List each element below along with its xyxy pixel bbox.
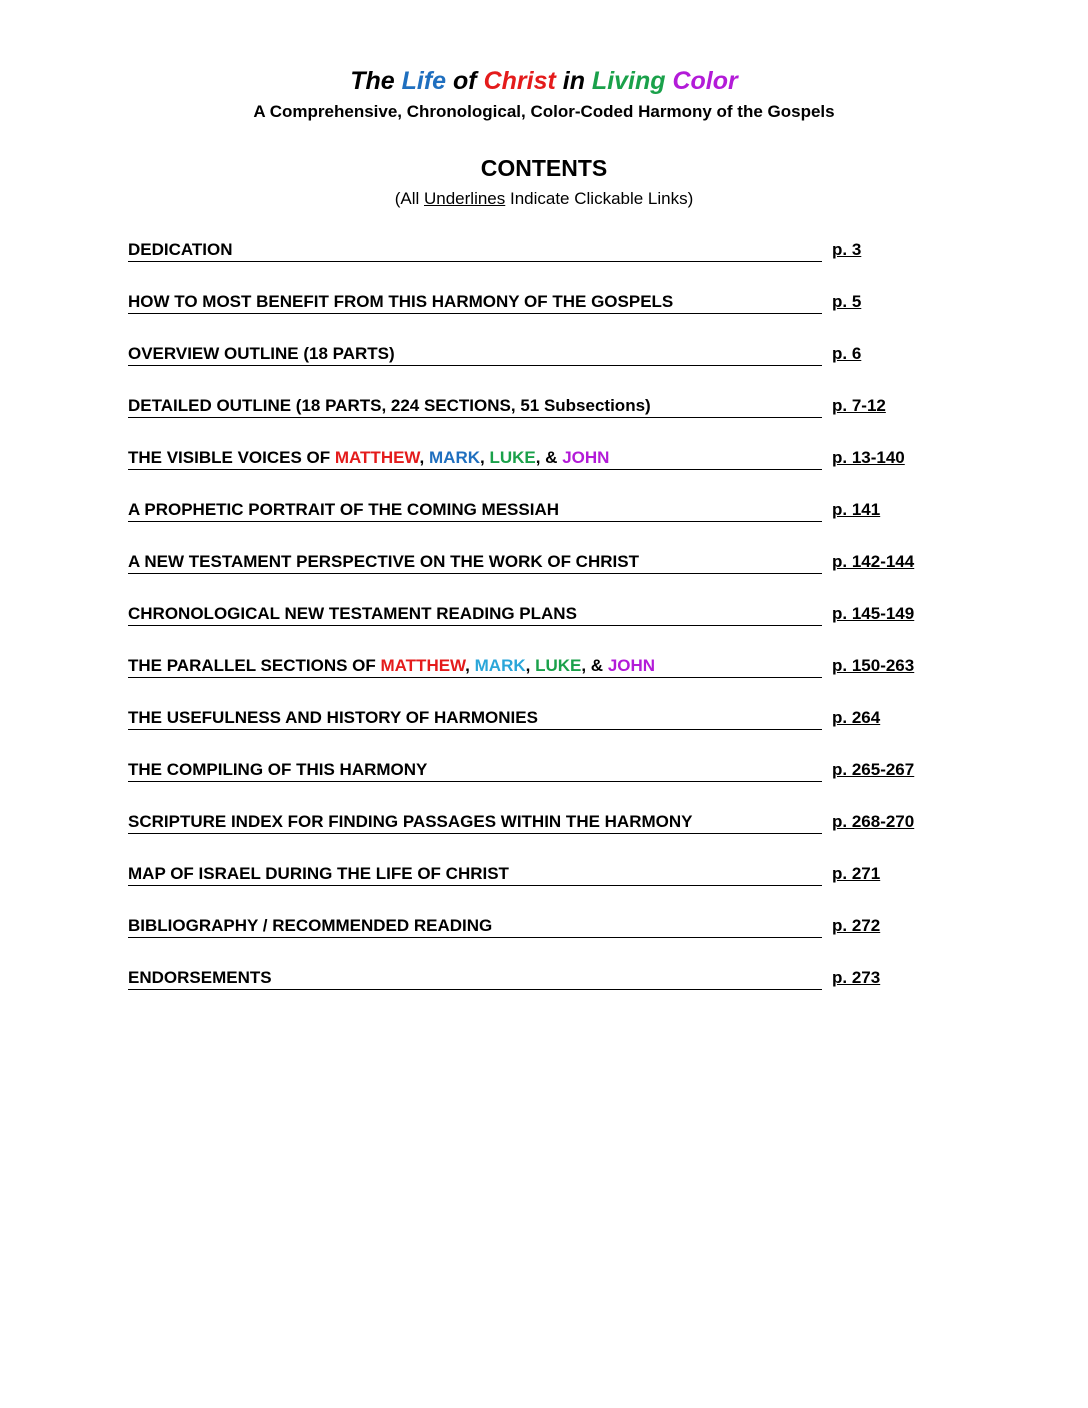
title-of: of [446, 67, 484, 95]
document-subtitle: A Comprehensive, Chronological, Color-Coded Harmony of the Gospels [253, 102, 835, 121]
toc-label: DEDICATION [128, 240, 233, 259]
title-life: Life [401, 67, 447, 95]
toc-underline [128, 469, 822, 470]
title-the: The [350, 67, 402, 95]
toc-row[interactable] [128, 394, 948, 446]
title-color: Color [672, 67, 738, 95]
toc-underline [128, 989, 822, 990]
toc-link[interactable] [128, 498, 559, 522]
toc-page-number[interactable]: p. 13-140 [832, 448, 905, 467]
toc-underline [128, 417, 822, 418]
toc-link[interactable] [128, 238, 233, 262]
toc-row[interactable] [128, 238, 948, 290]
evangelist-separator: , & [581, 656, 608, 675]
toc-link[interactable] [128, 342, 395, 366]
toc-link[interactable] [128, 706, 538, 730]
toc-underline [128, 313, 822, 314]
toc-label: SCRIPTURE INDEX FOR FINDING PASSAGES WITHIN THE HARMONY [128, 812, 693, 831]
toc-label: A NEW TESTAMENT PERSPECTIVE ON THE WORK OF CHRIST [128, 552, 639, 571]
toc-link[interactable] [128, 914, 492, 938]
toc-underline [128, 937, 822, 938]
toc-page-number[interactable]: p. 150-263 [832, 656, 915, 675]
toc-underline [128, 521, 822, 522]
toc-page-number[interactable]: p. 273 [832, 968, 881, 987]
toc-underline [128, 261, 822, 262]
contents-note-suffix: Indicate Clickable Links) [505, 189, 694, 208]
evangelist-separator: , [525, 656, 536, 675]
toc-label: THE USEFULNESS AND HISTORY OF HARMONIES [128, 708, 538, 727]
toc-page-number[interactable]: p. 7-12 [832, 396, 886, 415]
toc-row[interactable] [128, 966, 948, 1018]
toc-underline [128, 365, 822, 366]
evangelist-separator: , [465, 656, 475, 675]
evangelist-luke: LUKE [489, 448, 536, 467]
contents-note [0, 187, 1088, 211]
contents-heading: CONTENTS [480, 155, 608, 181]
document-title [0, 64, 1088, 98]
toc-row[interactable] [128, 862, 948, 914]
toc-underline [128, 781, 822, 782]
toc-link[interactable] [128, 862, 509, 886]
title-living: Living [591, 67, 666, 95]
toc-link[interactable] [128, 810, 693, 834]
toc-underline [128, 573, 822, 574]
toc-page-number[interactable]: p. 271 [832, 864, 881, 883]
evangelist-luke: LUKE [535, 656, 582, 675]
toc-label: A PROPHETIC PORTRAIT OF THE COMING MESSIAH [128, 500, 559, 519]
toc-page-number[interactable]: p. 265-267 [832, 760, 915, 779]
toc-link[interactable] [128, 602, 577, 626]
toc-link[interactable] [128, 290, 673, 314]
toc-label: BIBLIOGRAPHY / RECOMMENDED READING [128, 916, 493, 935]
toc-row[interactable] [128, 290, 948, 342]
toc-row[interactable] [128, 602, 948, 654]
toc-underline [128, 833, 822, 834]
toc-link[interactable] [128, 966, 272, 990]
toc-row[interactable] [128, 810, 948, 862]
toc-page-number[interactable]: p. 264 [832, 708, 881, 727]
evangelist-john: JOHN [562, 448, 610, 467]
evangelist-john: JOHN [607, 656, 656, 675]
toc-label: DETAILED OUTLINE (18 PARTS, 224 SECTIONS, 51 Subsections) [128, 396, 651, 415]
toc-label: MAP OF ISRAEL DURING THE LIFE OF CHRIST [128, 864, 509, 883]
toc-page-number[interactable]: p. 142-144 [832, 552, 915, 571]
toc-label: HOW TO MOST BENEFIT FROM THIS HARMONY OF THE GOSPELS [128, 292, 674, 311]
evangelist-matthew: MATTHEW [334, 448, 420, 467]
toc-row[interactable] [128, 914, 948, 966]
evangelist-mark: MARK [429, 448, 480, 467]
toc-page-number[interactable]: p. 5 [832, 292, 862, 311]
toc-row[interactable] [128, 342, 948, 394]
toc-label-prefix: THE PARALLEL SECTIONS OF [128, 656, 381, 675]
evangelist-separator: , [480, 448, 490, 467]
contents-note-underlined: Underlines [423, 189, 506, 208]
evangelist-mark: MARK [474, 656, 526, 675]
toc-label-prefix: THE VISIBLE VOICES OF [128, 448, 335, 467]
toc-link[interactable] [128, 550, 639, 574]
toc-page-number[interactable]: p. 141 [832, 500, 881, 519]
title-christ: Christ [483, 67, 556, 95]
toc-link[interactable] [128, 446, 609, 470]
toc-underline [128, 625, 822, 626]
toc-underline [128, 729, 822, 730]
toc-row[interactable] [128, 654, 948, 706]
title-in: in [555, 67, 592, 95]
toc-page-number[interactable]: p. 268-270 [832, 812, 915, 831]
toc-row[interactable] [128, 550, 948, 602]
toc-link[interactable] [128, 654, 655, 678]
toc-page-number[interactable]: p. 145-149 [832, 604, 915, 623]
evangelist-separator: , & [535, 448, 563, 467]
toc-label: OVERVIEW OUTLINE (18 PARTS) [128, 344, 395, 363]
table-of-contents [128, 238, 948, 1018]
toc-row[interactable] [128, 498, 948, 550]
toc-page-number[interactable]: p. 6 [832, 344, 862, 363]
toc-underline [128, 677, 822, 678]
contents-note-prefix: (All [394, 189, 424, 208]
toc-row[interactable] [128, 758, 948, 810]
toc-link[interactable] [128, 394, 651, 418]
toc-underline [128, 885, 822, 886]
toc-page-number[interactable]: p. 3 [832, 240, 862, 259]
toc-label: THE COMPILING OF THIS HARMONY [128, 760, 428, 779]
toc-label: CHRONOLOGICAL NEW TESTAMENT READING PLANS [128, 604, 577, 623]
toc-page-number[interactable]: p. 272 [832, 916, 881, 935]
toc-label: ENDORSEMENTS [128, 968, 272, 987]
evangelist-matthew: MATTHEW [380, 656, 466, 675]
toc-link[interactable] [128, 758, 427, 782]
evangelist-separator: , [419, 448, 429, 467]
toc-row[interactable] [128, 706, 948, 758]
toc-row[interactable] [128, 446, 948, 498]
